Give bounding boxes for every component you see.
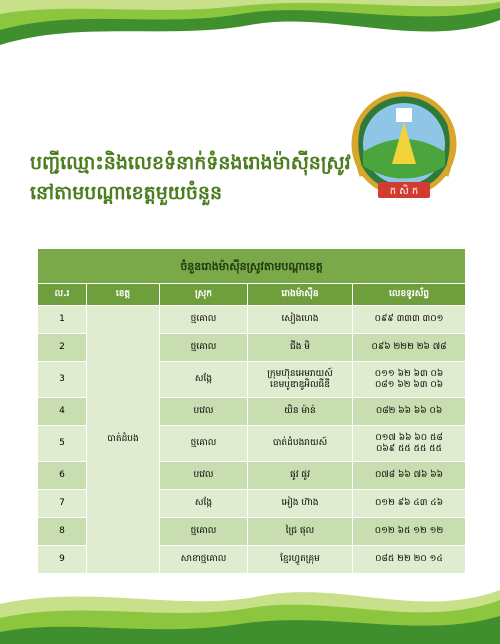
- page-title: [30, 148, 351, 208]
- table-header-row: [38, 284, 466, 306]
- phone-cell: ០៨២ ៦៦ ៦៦ ០៦: [353, 398, 466, 426]
- row-number: 1: [38, 306, 87, 334]
- phone-cell: ០៨៥ ២២ ២០ ១៤: [353, 546, 466, 574]
- header-district: ស្រុក: [160, 284, 248, 306]
- row-number: 8: [38, 518, 87, 546]
- row-number: 9: [38, 546, 87, 574]
- mill-cell: អៀង ហ៊ាង: [248, 490, 353, 518]
- district-cell: ថ្មគោល: [160, 518, 248, 546]
- row-number: 4: [38, 398, 87, 426]
- header-province: ខេត្ត: [87, 284, 160, 306]
- mill-cell: ជីង មិ: [248, 334, 353, 362]
- top-wave-decoration: [0, 0, 500, 70]
- district-cell: សង្កែ: [160, 490, 248, 518]
- mill-cell: ខ្មែរហ្វូតគ្រុម: [248, 546, 353, 574]
- bottom-wave-decoration: [0, 570, 500, 644]
- mill-line-2: ខេមបូឌាឌូអិលធីឌី: [270, 379, 330, 390]
- phone-line-1: ០១៧ ៦៦ ៦០ ៥៨: [375, 432, 443, 443]
- row-number: 2: [38, 334, 87, 362]
- rice-mill-table: [37, 248, 466, 574]
- ministry-emblem: [344, 86, 464, 206]
- title-line-2: នៅតាមបណ្តាខេត្តមួយចំនួន: [30, 182, 223, 204]
- mill-cell: បាត់ដំបងរាយស៍: [248, 426, 353, 462]
- header-mill: រោងម៉ាស៊ីន: [248, 284, 353, 306]
- phone-cell: ០៩៩ ៣៣៣ ៣០១: [353, 306, 466, 334]
- mill-cell: សៀងហេង: [248, 306, 353, 334]
- district-cell: ថ្មគោល: [160, 426, 248, 462]
- row-number: 7: [38, 490, 87, 518]
- phone-cell: ០១២ ៦៥ ១២ ១២: [353, 518, 466, 546]
- phone-line-2: ០៨១ ៦២ ៦៣ ០៦: [374, 379, 444, 390]
- mill-cell: [248, 362, 353, 398]
- mill-cell: ផូវ ផូវ: [248, 462, 353, 490]
- district-cell: សាខាថ្មគោល: [160, 546, 248, 574]
- title-line-1: បញ្ជីឈ្មោះនិងលេខទំនាក់ទំនងរោងម៉ាស៊ីនស្រូវ: [30, 152, 351, 174]
- emblem-label: ក សិ ក: [389, 186, 419, 197]
- district-cell: ថ្មគោល: [160, 306, 248, 334]
- row-number: 3: [38, 362, 87, 398]
- district-cell: ថ្មគោល: [160, 334, 248, 362]
- district-cell: បវេល: [160, 398, 248, 426]
- mill-cell: ជ្រៃ ផុល: [248, 518, 353, 546]
- phone-line-2: ០៦៩ ៥៥ ៥៥ ៥៥: [376, 443, 442, 454]
- table-row: [38, 306, 466, 334]
- header-phone: លេខទូរស័ព្ទ: [353, 284, 466, 306]
- phone-cell: ០៧៨ ៦៦ ៧៦ ៦៦: [353, 462, 466, 490]
- table-caption: ចំនួនរោងម៉ាស៊ីនស្រូវតាមបណ្តាខេត្ត: [38, 249, 466, 284]
- district-cell: បវេល: [160, 462, 248, 490]
- row-number: 6: [38, 462, 87, 490]
- phone-cell: [353, 362, 466, 398]
- phone-cell: ០៩៦ ២២២ ២៦ ៧៨: [353, 334, 466, 362]
- phone-cell: [353, 426, 466, 462]
- mill-line-1: ក្រុមហ៊ុនអេមរាយស៍: [267, 368, 333, 379]
- phone-line-1: ០១១ ៦២ ៦៣ ០៦: [374, 368, 444, 379]
- district-cell: សង្កែ: [160, 362, 248, 398]
- province-cell: បាត់ដំបង: [87, 306, 160, 574]
- phone-cell: ០១២ ៩៦ ៤៣ ៤៦: [353, 490, 466, 518]
- header-no: ល.រ: [38, 284, 87, 306]
- row-number: 5: [38, 426, 87, 462]
- mill-cell: យិន ម៉ាន់: [248, 398, 353, 426]
